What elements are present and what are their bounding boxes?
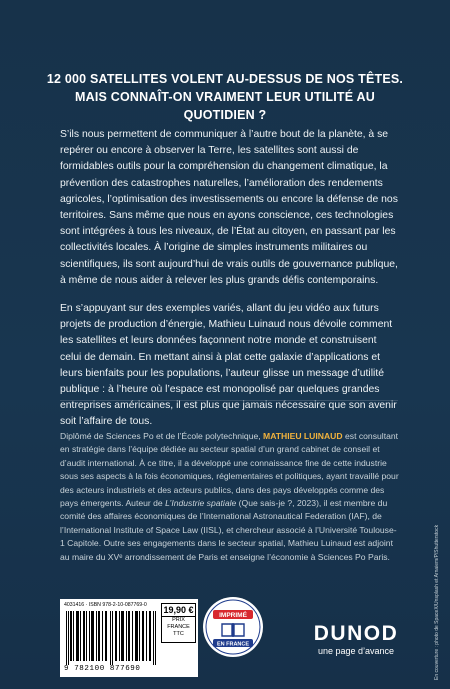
printed-in-france-badge <box>202 596 264 658</box>
isbn-line: 4031416 · ISBN 978-2-10-087769-0 <box>64 602 147 608</box>
bio-text-end: (Que sais-je ?, 2023), il est membre du comité des affaires économiques de l’International Astronautical Federation (IAF), de l’International Institute of Space Law (IISL), et chercheur associé à l’Université Toulouse-1 Capitole. Outre ses engagements dans le secteur spatial, Mathieu Luinaud est adjoint au maire du XVᵉ arrondissement de Paris et enseigne l’économie à Sciences Po Paris. <box>60 498 397 562</box>
blurb-paragraph-1: S’ils nous permettent de communiquer à l’autre bout de la planète, à se repérer ou encore à observer la Terre, les satellites sont aussi de formidables outils pour la compréhension du changement climatique, la prévention des catastrophes naturelles, l’amélioration des rendements agricoles, l’optimisation des investissements ou encore la défense de nos territoires. Sans même que nous en ayons conscience, ces technologies sont intégrées à tous les niveaux, de l’État au citoyen, en passant par les collectivités locales. À l’origine de simples instruments militaires ou scientifiques, ils sont aujourd’hui de vrais outils de gouvernance publique, à même de nous aider à relever les plus grands défis contemporains. <box>60 129 398 286</box>
book-title: L’Industrie spatiale <box>165 498 237 509</box>
author-name: MATHIEU LUINAUD <box>263 431 343 441</box>
badge-bottom-text: EN FRANCE <box>216 641 250 648</box>
price-label-1: PRIX <box>172 617 185 623</box>
publisher-name: DUNOD <box>313 622 399 645</box>
bio-intro: Diplômé de Sciences Po et de l’École polytechnique, <box>60 431 264 441</box>
cover-credit: En couverture : photo de SpaceX/Unsplash et Arnaiem/P/Shutterstock <box>434 524 440 680</box>
author-bio <box>60 430 400 564</box>
barcode-icon <box>66 611 158 665</box>
price-amount: 19,90 € <box>163 605 194 615</box>
badge-top-text: IMPRIMÉ <box>219 612 247 619</box>
price-label-3: TTC <box>173 631 184 637</box>
blurb-paragraph-2: En s’appuyant sur des exemples variés, allant du jeu vidéo aux futurs projets de production d’énergie, Mathieu Luinaud nous dévoile comment les satellites et leurs données façonnent notre monde et construisent celui de demain. En mettant ainsi à plat cette galaxie d’applications et leurs bienfaits pour les populations, l’auteur glisse un message d’utilité publique : à l’heure où l’espace est monopolisé par quelques grandes entreprises américaines, il est plus que jamais nécessaire que son avenir soit l’affaire de tous. <box>60 303 397 428</box>
bio-text: est consultant en stratégie dans l’équipe dédiée au secteur spatial d’un grand cabinet de conseil et d’audit international. À ce titre, il a développé une connaissance fine de cette industrie sous ses aspects à la fois économiques, réglementaires et politiques, ayant travaillé pour des acteurs industriels et des acteurs publics, dans des pays développés comme des pays émergents. Auteur de <box>60 431 399 509</box>
blurb <box>60 127 398 443</box>
headline-line-2: MAIS CONNAÎT-ON VRAIMENT LEUR UTILITÉ AU QUOTIDIEN ? <box>75 90 375 122</box>
barcode-digits: 9 782100 877690 <box>64 665 141 673</box>
price-label-2: FRANCE <box>167 624 190 630</box>
publisher-tagline: une page d’avance <box>317 646 395 656</box>
divider <box>60 400 398 401</box>
headline <box>40 70 410 124</box>
price-tag <box>161 603 196 643</box>
publisher-logo <box>306 623 406 657</box>
headline-line-1: 12 000 SATELLITES VOLENT AU-DESSUS DE NOS TÊTES. <box>46 72 404 86</box>
